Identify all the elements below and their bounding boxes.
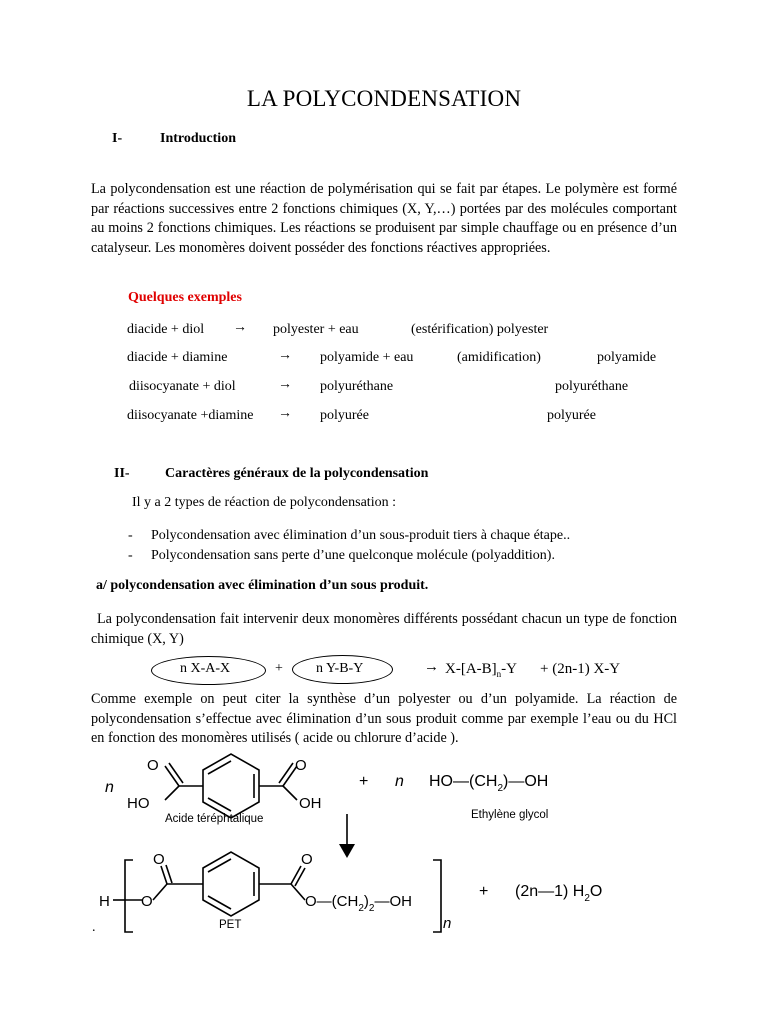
- monomer-1: n X-A-X: [180, 661, 231, 676]
- list-dash: -: [128, 548, 133, 563]
- carbonyl-oxygen: O: [301, 851, 313, 868]
- oxygen-link: O: [141, 893, 153, 910]
- paragraph-b: Comme exemple on peut citer la synthèse d’un polyester ou d’un polyamide. La réaction de polycondensation s’effectue avec élimination d’un sous produit comme par exemple l’eau ou du HCl en fonction des monomères utilisés ( acide ou chlorure d’acide ).: [91, 691, 677, 747]
- polymer-subscript: n: [496, 669, 502, 679]
- example-reactants: diacide + diamine: [127, 350, 228, 365]
- types-intro: Il y a 2 types de réaction de polycondensation :: [132, 495, 396, 510]
- equation-arrow: →: [424, 659, 439, 675]
- repeat-n: n: [443, 915, 452, 932]
- water-byproduct: (2n—1) $H_2O$: [515, 883, 603, 904]
- ethylene-glycol-formula: $HO—(CH_2)—OH$: [429, 773, 549, 794]
- example-type: polyamide: [597, 350, 657, 365]
- plus-sign: +: [359, 773, 369, 790]
- pet-reaction-scheme: [95, 752, 655, 942]
- hydroxyl-right: OH: [299, 795, 322, 812]
- monomer-2: n Y-B-Y: [316, 661, 364, 676]
- example-product: polyamide + eau: [320, 350, 414, 365]
- polymer-repeat: X-[A-B]: [445, 661, 497, 677]
- example-reactants: diisocyanate + diol: [129, 379, 236, 394]
- coefficient-n: n: [395, 773, 404, 790]
- plus-sign: +: [479, 883, 489, 900]
- list-dash: -: [128, 528, 133, 543]
- polymer-end: -Y: [501, 661, 517, 677]
- benzene-ring-1: [203, 754, 259, 818]
- example-product: polyuréthane: [320, 379, 394, 394]
- examples-title: Quelques exemples: [128, 290, 242, 305]
- hydrogen-end: H: [99, 893, 110, 910]
- example-arrow: →: [278, 406, 292, 421]
- example-type: polyuréthane: [555, 379, 629, 394]
- example-reaction: (amidification): [457, 350, 541, 365]
- example-arrow: →: [233, 320, 247, 335]
- coefficient-n: n: [105, 779, 114, 796]
- hydroxyl-left: HO: [127, 795, 150, 812]
- paragraph-a: La polycondensation fait intervenir deux monomères différents possédant chacun un type de fonction chimique (X, Y): [91, 611, 677, 647]
- section-1-number: I-: [112, 131, 123, 146]
- section-1-heading: Introduction: [160, 131, 236, 146]
- polymer: [445, 661, 517, 679]
- pet-chain: $O—(CH_2)_2—OH$: [305, 893, 412, 914]
- example-arrow: →: [278, 377, 292, 392]
- example-product: polyester + eau: [273, 322, 359, 337]
- oxygen-label: O: [295, 757, 307, 774]
- subsection-a-heading: a/ polycondensation avec élimination d’un sous produit.: [96, 578, 429, 593]
- glycol-name: Ethylène glycol: [471, 809, 549, 821]
- example-reactants: diisocyanate +diamine: [127, 408, 254, 423]
- type-item: Polycondensation avec élimination d’un sous-produit tiers à chaque étape..: [151, 528, 571, 543]
- arrow-head: [339, 844, 355, 858]
- example-reactants: diacide + diol: [127, 322, 205, 337]
- example-type: polyurée: [547, 408, 596, 423]
- example-reaction: (estérification) polyester: [411, 322, 549, 337]
- type-item: Polycondensation sans perte d’une quelconque molécule (polyaddition).: [151, 548, 555, 563]
- section-2-heading: Caractères généraux de la polycondensation: [165, 466, 429, 481]
- footer-dot: .: [92, 920, 96, 935]
- pet-name: PET: [219, 919, 242, 931]
- example-arrow: →: [278, 348, 292, 363]
- carbonyl-oxygen: O: [153, 851, 165, 868]
- oxygen-label: O: [147, 757, 159, 774]
- acid-name: Acide téréphtalique: [165, 813, 264, 825]
- byproduct: + (2n-1) X-Y: [540, 661, 621, 677]
- equation-plus: +: [275, 661, 283, 676]
- intro-paragraph: La polycondensation est une réaction de polymérisation qui se fait par étapes. Le polymère est formé par réactions successives entre 2 fonctions chimiques (X, Y,…) portées par des molécules comportant au moins 2 fonctions chimiques. Les réactions se produisent par simple chauffage ou en présence d’un catalyseur. Les monomères doivent posséder des fonctions réactives appropriées.: [91, 181, 677, 256]
- section-2-number: II-: [114, 466, 130, 481]
- page-title: LA POLYCONDENSATION: [246, 86, 522, 111]
- example-product: polyurée: [320, 408, 369, 423]
- benzene-ring-2: [203, 852, 259, 916]
